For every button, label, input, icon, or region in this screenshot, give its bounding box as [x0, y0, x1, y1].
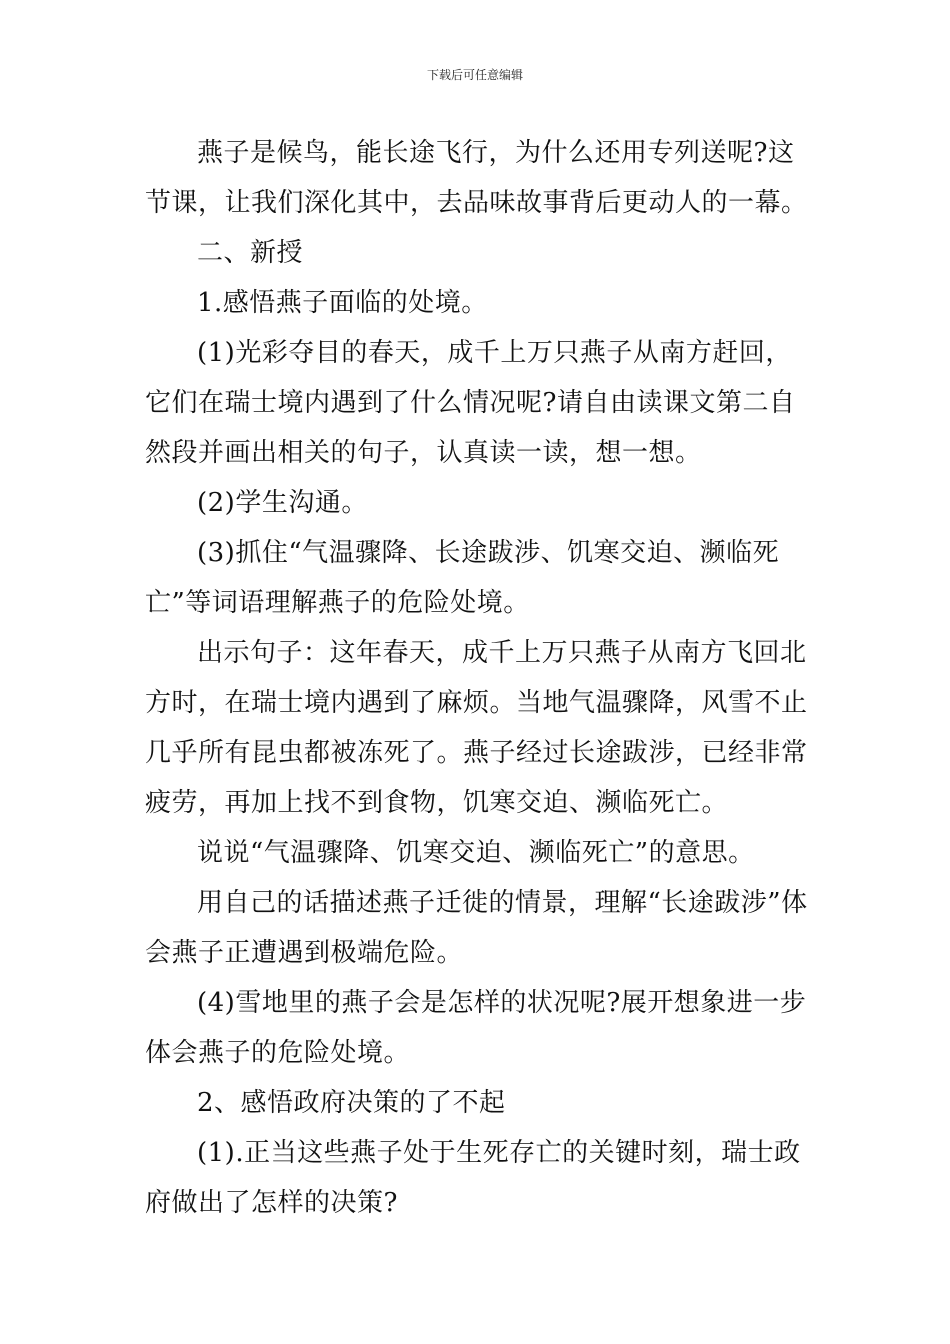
paragraph: 出示句子：这年春天，成千上万只燕子从南方飞回北方时，在瑞士境内遇到了麻烦。当地气温骤降，风雪不止几乎所有昆虫都被冻死了。燕子经过长途跋涉，已经非常疲劳，再加上找不到食物，饥寒交迫、濒临死亡。 — [145, 638, 808, 818]
paragraph: (3)抓住“气温骤降、长途跋涉、饥寒交迫、濒临死亡”等词语理解燕子的危险处境。 — [145, 538, 780, 618]
subsection-heading: 1.感悟燕子面临的处境。 — [197, 288, 488, 318]
section-heading: 二、新授 — [197, 238, 304, 268]
paragraph: (4)雪地里的燕子会是怎样的状况呢?展开想象进一步体会燕子的危险处境。 — [145, 988, 807, 1068]
page-header-note: 下载后可任意编辑 — [426, 68, 523, 82]
paragraph: (1)光彩夺目的春天，成千上万只燕子从南方赶回，它们在瑞士境内遇到了什么情况呢?请自由读课文第二自然段并画出相关的句子，认真读一读，想一想。 — [145, 338, 796, 468]
subsection-heading: 2、感悟政府决策的了不起 — [197, 1088, 506, 1118]
paragraph: 用自己的话描述燕子迁徙的情景，理解“长途跋涉”体会燕子正遭遇到极端危险。 — [145, 888, 808, 968]
document-body — [145, 128, 810, 1228]
paragraph: (1).正当这些燕子处于生死存亡的关键时刻，瑞士政府做出了怎样的决策? — [145, 1138, 801, 1218]
paragraph: 说说“气温骤降、饥寒交迫、濒临死亡”的意思。 — [197, 838, 755, 868]
paragraph: 燕子是候鸟，能长途飞行，为什么还用专列送呢?这节课，让我们深化其中，去品味故事背后更动人的一幕。 — [145, 138, 808, 218]
paragraph: (2)学生沟通。 — [197, 488, 368, 518]
